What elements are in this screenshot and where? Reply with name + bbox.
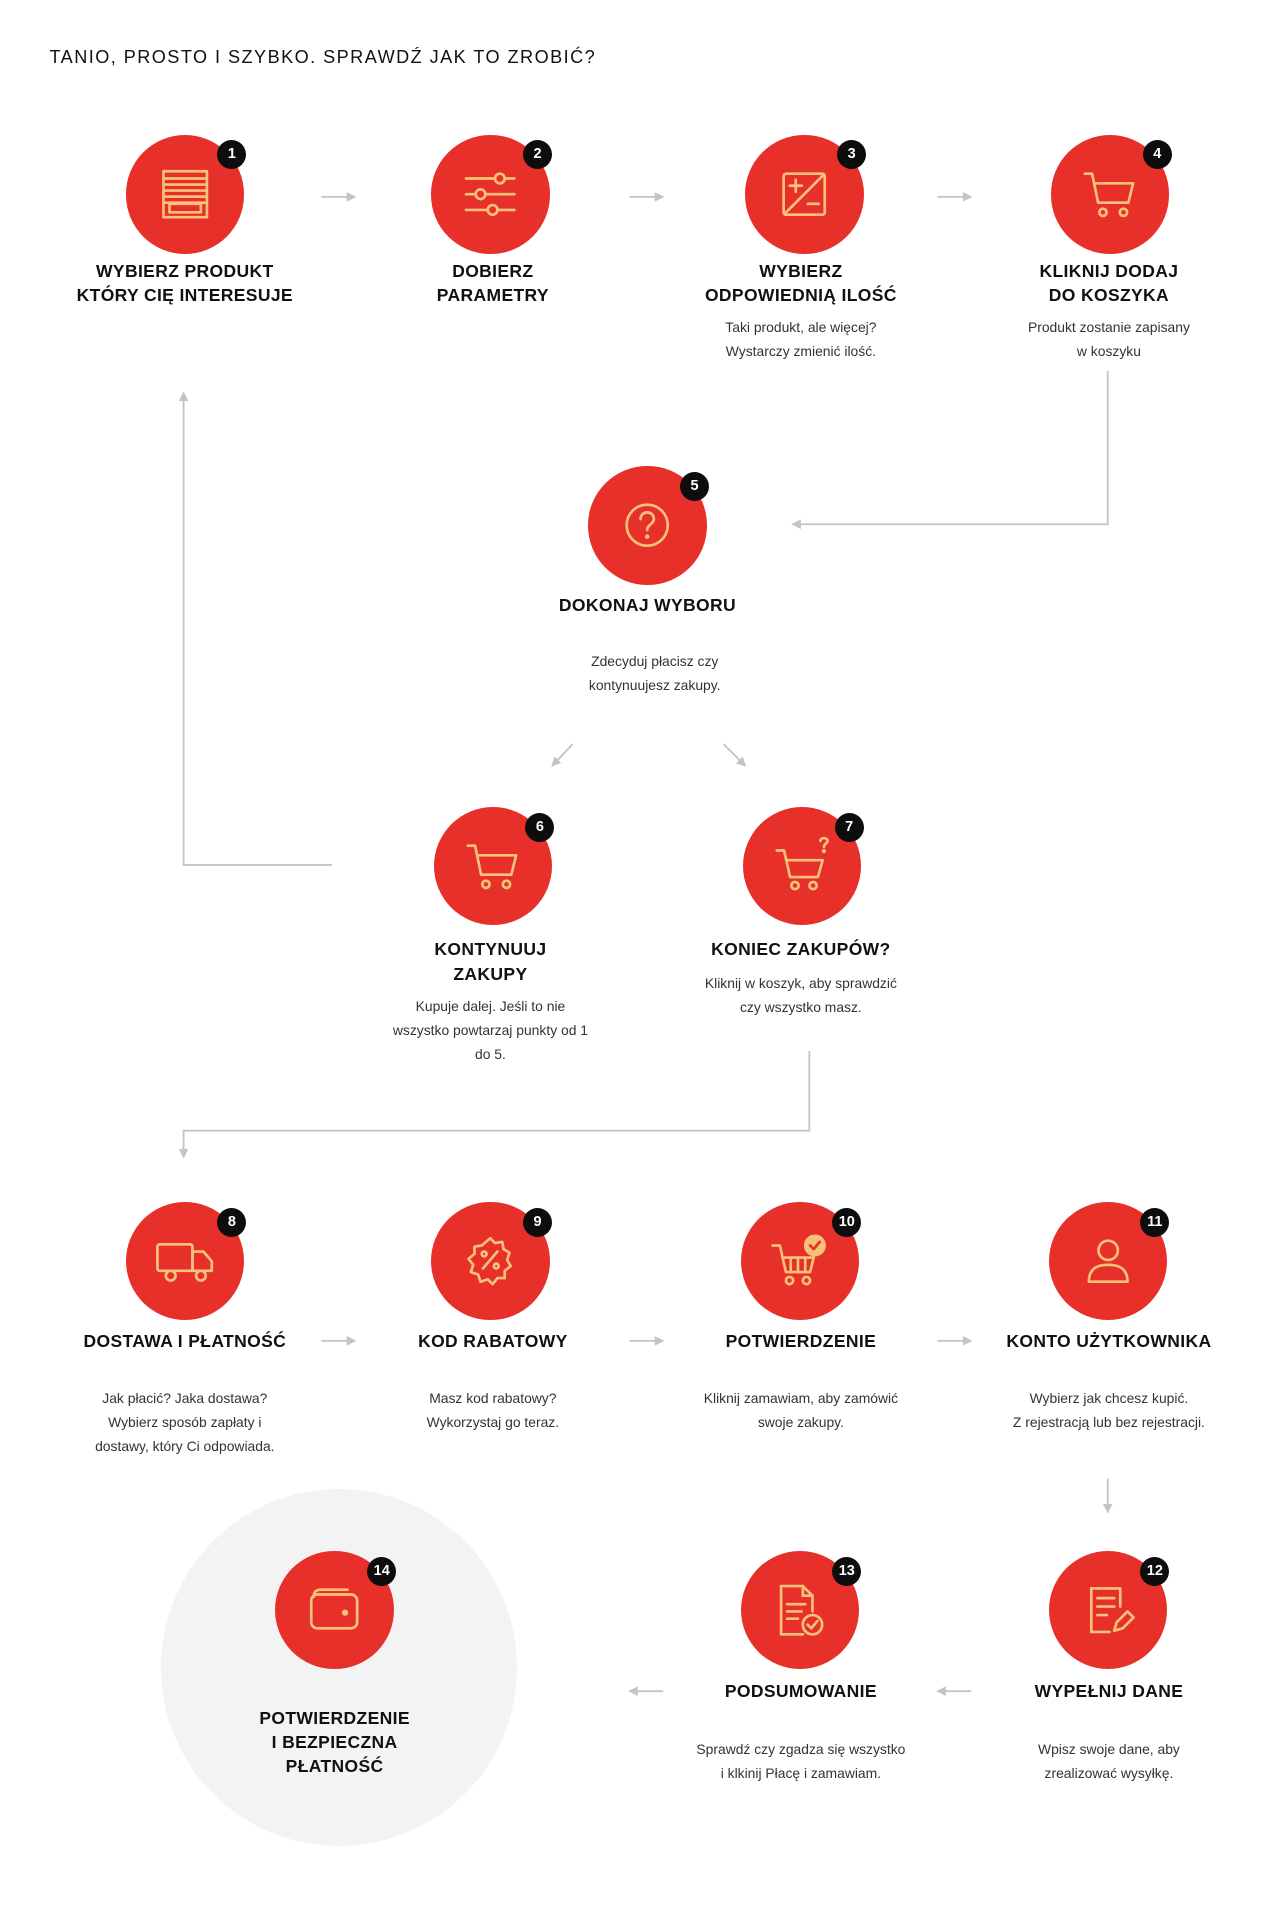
arrow-4-5 <box>792 371 1107 524</box>
arrow-5-6 <box>552 744 573 766</box>
step-1-badge: 1 <box>217 140 246 169</box>
truck-icon <box>155 1231 215 1291</box>
user-icon <box>1078 1231 1138 1291</box>
step-13-badge: 13 <box>832 1557 861 1586</box>
step-3-badge: 3 <box>837 140 866 169</box>
step-14-badge: 14 <box>367 1557 396 1586</box>
step-5-label: DOKONAJ WYBORU <box>558 595 737 616</box>
step-7-badge: 7 <box>835 813 864 842</box>
sliders-icon <box>460 164 520 224</box>
blinds-icon <box>155 164 215 224</box>
cart-icon <box>463 836 523 896</box>
step-2-badge: 2 <box>523 140 552 169</box>
step-9-label: KOD RABATOWY <box>418 1330 568 1351</box>
step-7-desc: Kliknij w koszyk, aby sprawdzić czy wszystko masz. <box>704 975 897 1016</box>
step-11-desc: Wybierz jak chcesz kupić. Z rejestracją lub bez rejestracji. <box>1012 1389 1205 1430</box>
step-5-badge: 5 <box>680 472 709 501</box>
arrow-7-8 <box>184 1051 810 1157</box>
discount-icon <box>460 1231 520 1291</box>
step-12-desc: Wpisz swoje dane, aby zrealizować wysyłkę. <box>1037 1741 1180 1782</box>
step-6-desc: Kupuje dalej. Jeśli to nie wszystko powtarzaj punkty od 1 do 5. <box>392 998 588 1063</box>
step-13-desc: Sprawdź czy zgadza się wszystko i klkinij Płacę i zamawiam. <box>696 1741 906 1782</box>
step-11-label: KONTO UŻYTKOWNIKA <box>1006 1330 1212 1351</box>
step-14-label: POTWIERDZENIE I BEZPIECZNA PŁATNOŚĆ <box>259 1707 410 1776</box>
cart-icon <box>1080 164 1140 224</box>
step-13-label: PODSUMOWANIE <box>724 1681 877 1702</box>
step-9-badge: 9 <box>523 1208 552 1237</box>
step-2-label: DOBIERZ PARAMETRY <box>436 260 549 305</box>
step-10-badge: 10 <box>832 1208 861 1237</box>
step-12-badge: 12 <box>1140 1557 1169 1586</box>
step-6-badge: 6 <box>525 813 554 842</box>
step-11-badge: 11 <box>1140 1208 1169 1237</box>
step-4-label: KLIKNIJ DODAJ DO KOSZYKA <box>1039 260 1179 305</box>
document-check-icon <box>769 1580 829 1640</box>
question-icon <box>617 495 677 555</box>
arrow-5-7 <box>724 744 746 766</box>
wallet-icon <box>304 1580 364 1640</box>
form-edit-icon <box>1078 1580 1138 1640</box>
step-3-desc: Taki produkt, ale więcej? Wystarczy zmienić ilość. <box>725 319 877 360</box>
step-12-label: WYPEŁNIJ DANE <box>1034 1681 1184 1702</box>
step-8-badge: 8 <box>217 1208 246 1237</box>
step-5-desc: Zdecyduj płacisz czy kontynuujesz zakupy. <box>588 652 721 693</box>
step-6-label: KONTYNUUJ ZAKUPY <box>434 939 547 984</box>
step-8-desc: Jak płacić? Jaka dostawa? Wybierz sposób zapłaty i dostawy, który Ci odpowiada. <box>95 1389 275 1454</box>
step-3-label: WYBIERZ ODPOWIEDNIĄ ILOŚĆ <box>704 260 897 305</box>
cart-check-icon <box>769 1231 829 1291</box>
step-4-badge: 4 <box>1143 140 1172 169</box>
step-9-desc: Masz kod rabatowy? Wykorzystaj go teraz. <box>426 1389 560 1430</box>
step-10-desc: Kliknij zamawiam, aby zamówić swoje zakupy. <box>703 1389 899 1430</box>
page-title: TANIO, PROSTO I SZYBKO. SPRAWDŹ JAK TO ZROBIĆ? <box>49 47 597 68</box>
step-1-label: WYBIERZ PRODUKT KTÓRY CIĘ INTERESUJE <box>76 260 293 305</box>
cart-question-icon <box>772 836 832 896</box>
step-8-label: DOSTAWA I PŁATNOŚĆ <box>83 1330 287 1351</box>
arrow-6-1 <box>184 393 333 865</box>
plus-minus-icon <box>774 164 834 224</box>
step-10-label: POTWIERDZENIE <box>725 1330 877 1351</box>
step-7-label: KONIEC ZAKUPÓW? <box>711 939 891 960</box>
step-4-desc: Produkt zostanie zapisany w koszyku <box>1027 319 1190 360</box>
